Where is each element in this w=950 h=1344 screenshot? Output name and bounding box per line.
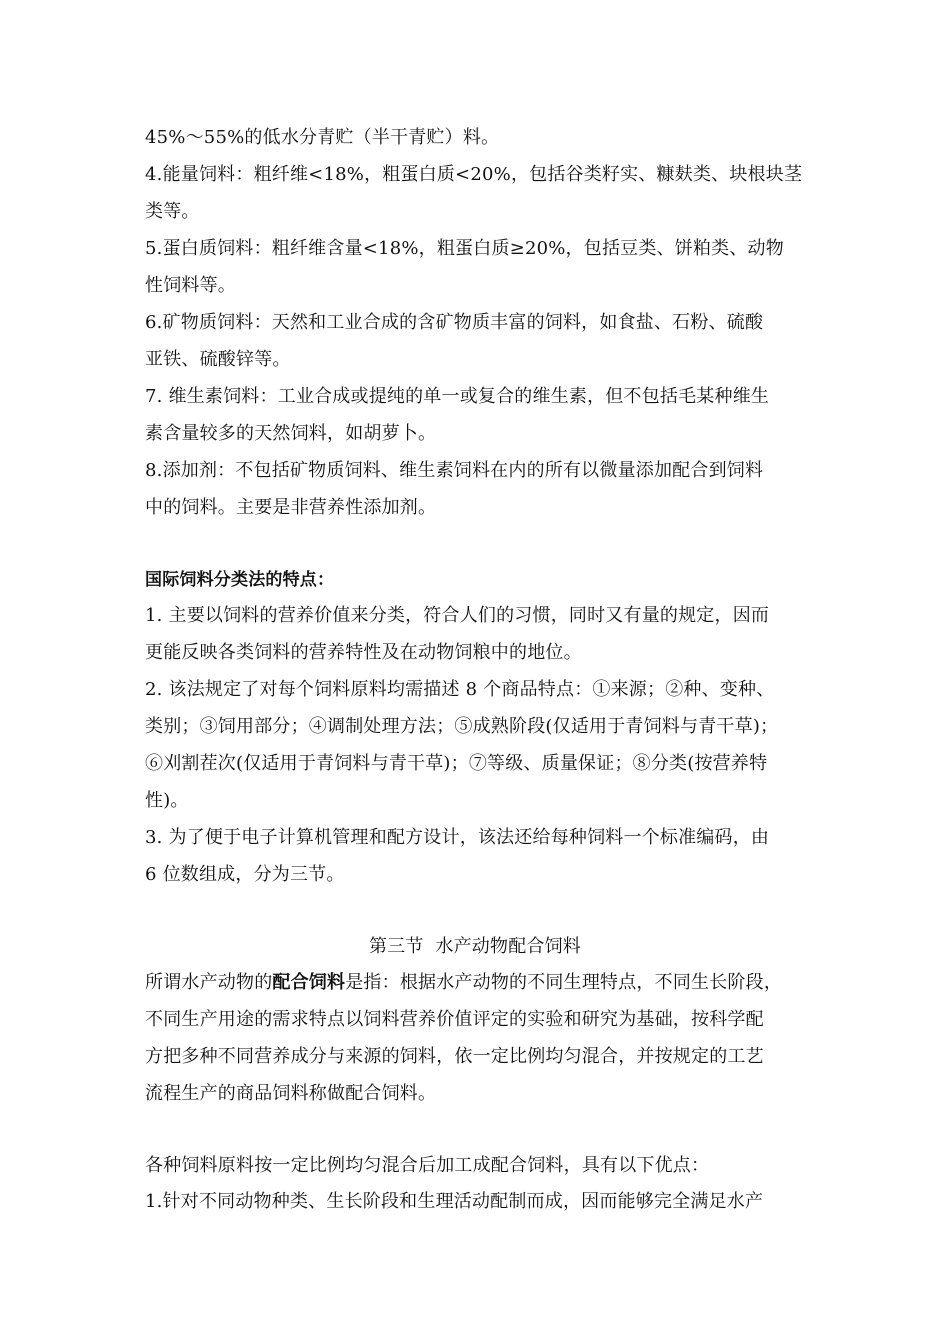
definition-suffix: 是指：根据水产动物的不同生理特点，不同生长阶段，: [345, 972, 783, 993]
text-line: 性)。: [145, 790, 189, 811]
text-line: 亚铁、硫酸锌等。: [145, 349, 291, 370]
text-line: 6.矿物质饲料：天然和工业合成的含矿物质丰富的饲料，如食盐、石粉、硫酸: [145, 312, 764, 333]
text-line: 4.能量饲料：粗纤维<18%，粗蛋白质<20%，包括谷类籽实、糠麸类、块根块茎: [145, 164, 803, 185]
definition-first-line: [145, 971, 815, 995]
text-line: 流程生产的商品饲料称做配合饲料。: [145, 1083, 437, 1104]
text-line: 素含量较多的天然饲料，如胡萝卜。: [145, 423, 437, 444]
text-line: 7. 维生素饲料：工业合成或提纯的单一或复合的维生素，但不包括毛某种维生: [145, 386, 770, 407]
text-line: ⑥刈割茬次(仅适用于青饲料与青干草)；⑦等级、质量保证；⑧分类(按营养特: [145, 753, 768, 774]
text-line: 8.添加剂：不包括矿物质饲料、维生素饲料在内的所有以微量添加配合到饲料: [145, 460, 764, 481]
text-line: 类别；③饲用部分；④调制处理方法；⑤成熟阶段(仅适用于青饲料与青干草)；: [145, 716, 779, 737]
text-line: 方把多种不同营养成分与来源的饲料，依一定比例均匀混合，并按规定的工艺: [145, 1046, 764, 1067]
section-heading: 国际饲料分类法的特点：: [145, 570, 335, 590]
text-line: 6 位数组成，分为三节。: [145, 864, 345, 885]
chapter-title: 第三节 水产动物配合饲料: [368, 936, 582, 957]
definition-term: 配合饲料: [272, 972, 346, 993]
text-line: 类等。: [145, 201, 200, 222]
text-line: 5.蛋白质饲料：粗纤维含量<18%，粗蛋白质≥20%，包括豆类、饼粕类、动物: [145, 238, 784, 259]
text-line: 更能反映各类饲料的营养特性及在动物饲粮中的地位。: [145, 642, 582, 663]
text-line: 3. 为了便于电子计算机管理和配方设计，该法还给每种饲料一个标准编码，由: [145, 827, 770, 848]
text-line: 45%～55%的低水分青贮（半干青贮）料。: [145, 127, 500, 148]
text-line: 1.针对不同动物种类、生长阶段和生理活动配制而成，因而能够完全满足水产: [145, 1191, 764, 1212]
text-line: 不同生产用途的需求特点以饲料营养价值评定的实验和研究为基础，按科学配: [145, 1009, 764, 1030]
text-line: 1. 主要以饲料的营养价值来分类，符合人们的习惯，同时又有量的规定，因而: [145, 605, 770, 626]
text-line: 性饲料等。: [145, 275, 236, 296]
text-line: 2. 该法规定了对每个饲料原料均需描述 8 个商品特点：①来源；②种、变种、: [145, 679, 775, 700]
text-line: 中的饲料。主要是非营养性添加剂。: [145, 497, 437, 518]
text-line: 各种饲料原料按一定比例均匀混合后加工成配合饲料，具有以下优点：: [145, 1155, 710, 1176]
definition-prefix: 所谓水产动物的: [145, 972, 273, 993]
